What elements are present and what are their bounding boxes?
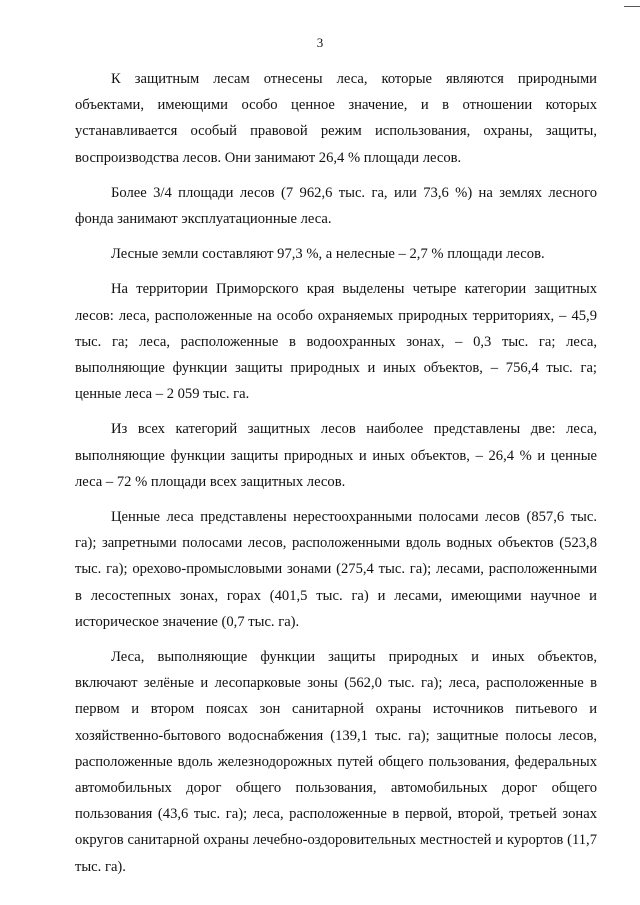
document-body: [75, 66, 597, 880]
paragraph-exploitation-forests: Более 3/4 площади лесов (7 962,6 тыс. га, или 73,6 %) на землях лесного фонда занимают эксплуатационные леса.: [75, 184, 597, 228]
paragraph-protection-function-forests: Леса, выполняющие функции защиты природных и иных объектов, включают зелёные и лесопарковые зоны (562,0 тыс. га); леса, расположенные в первом и втором поясах зон санитарной охраны источников питьевого и хозяйственно-бытового водоснабжения (139,1 тыс. га); защитные полосы лесов, расположенные вдоль железнодорожных путей общего пользования, федеральных автомобильных дорог общего пользования, автомобильных дорог общего пользования (43,6 тыс. га); леса, расположенные в первой, второй, третьей зонах округов санитарной охраны лечебно-оздоровительных местностей и курортов (11,7 тыс. га).: [75, 649, 597, 875]
paragraph-valuable-forests: Ценные леса представлены нерестоохранными полосами лесов (857,6 тыс. га); запретными полосами лесов, расположенными вдоль водных объектов (523,8 тыс. га); орехово-промысловыми зонами (275,4 тыс. га); лесами, расположенными в лесостепных зонах, горах (401,5 тыс. га) и лесами, имеющими научное и историческое значение (0,7 тыс. га).: [75, 509, 597, 630]
corner-scan-mark: [624, 6, 640, 7]
paragraph-categories: На территории Приморского края выделены четыре категории защитных лесов: леса, расположенные на особо охраняемых природных территориях, – 45,9 тыс. га; леса, расположенные в водоохранных зонах, – 0,3 тыс. га; леса, выполняющие функции защиты природных и иных объектов, – 756,4 тыс. га; ценные леса – 2 059 тыс. га.: [75, 281, 597, 403]
paragraph-forest-lands: Лесные земли составляют 97,3 %, а нелесные – 2,7 % площади лесов.: [111, 246, 545, 263]
paragraph-protective-forests: К защитным лесам отнесены леса, которые являются природными объектами, имеющими особо ценное значение, и в отношении которых устанавливается особый правовой режим использования, охраны, защиты, воспроизводства лесов. Они занимают 26,4 % площади лесов.: [75, 71, 597, 166]
paragraph-main-categories: Из всех категорий защитных лесов наиболее представлены две: леса, выполняющие функции защиты природных и иных объектов, – 26,4 % и ценные леса – 72 % площади всех защитных лесов.: [75, 421, 597, 490]
page-number: 3: [316, 35, 324, 50]
